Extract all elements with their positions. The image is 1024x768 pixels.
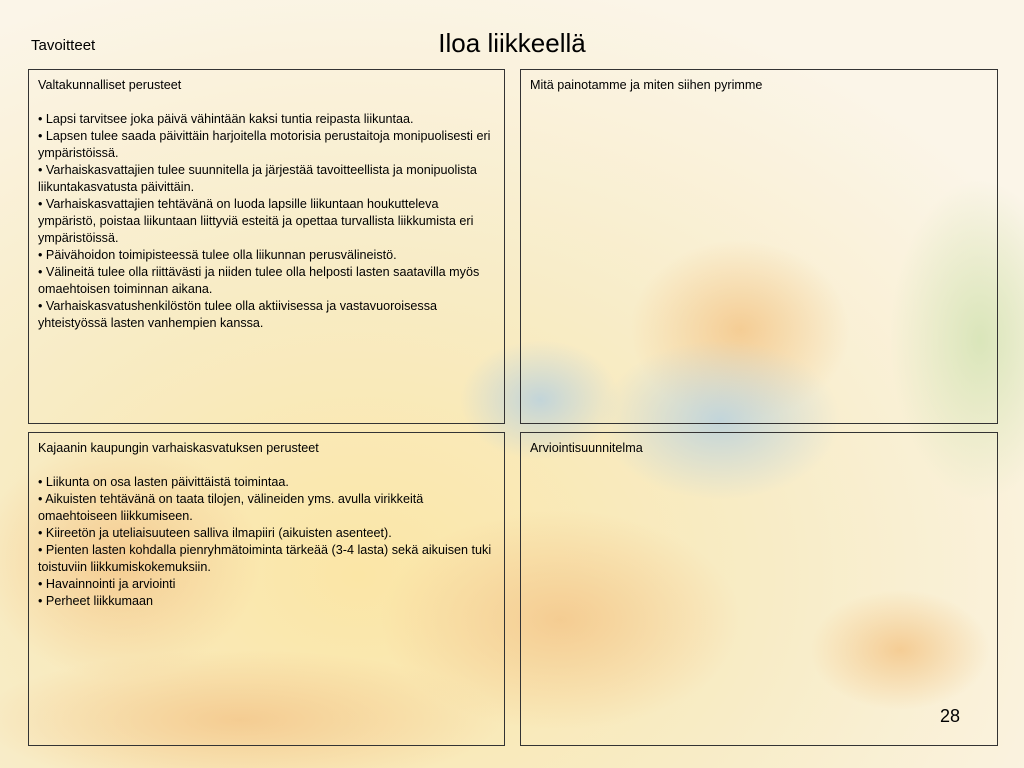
list-item — [38, 264, 495, 298]
list-item — [38, 542, 495, 576]
panel-title: Kajaanin kaupungin varhaiskasvatuksen perusteet — [38, 441, 319, 455]
list-item-text: Perheet liikkumaan — [45, 594, 154, 608]
bullet-icon: • — [38, 492, 43, 506]
list-item — [38, 474, 495, 491]
bullet-icon: • — [38, 299, 43, 313]
panel-emphasis — [520, 69, 998, 424]
list-item-text: Välineitä tulee olla riittävästi ja niiden tulee olla helposti lasten saatavilla myös omaehtoisen toiminnan aikana. — [38, 265, 480, 296]
list-item — [38, 247, 495, 264]
list-item-text: Varhaiskasvatushenkilöstön tulee olla aktiivisessa ja vastavuoroisessa yhteistyössä lasten vanhempien kanssa. — [38, 299, 437, 330]
list-item — [38, 298, 495, 332]
bullet-list — [38, 111, 495, 332]
page-number: 28 — [940, 706, 961, 726]
list-item-text: Varhaiskasvattajien tulee suunnitella ja järjestää tavoitteellista ja monipuolista liikuntakasvatusta päivittäin. — [38, 163, 477, 194]
bullet-icon: • — [38, 526, 43, 540]
panel-title: Arviointisuunnitelma — [530, 441, 643, 455]
list-item-text: Aikuisten tehtävänä on taata tilojen, välineiden yms. avulla virikkeitä omaehtoiseen liikkumiseen. — [38, 492, 424, 523]
list-item — [38, 491, 495, 525]
list-item — [38, 128, 495, 162]
bullet-icon: • — [38, 112, 43, 126]
bullet-icon: • — [38, 248, 43, 262]
panel-kajaani-guidelines — [28, 432, 505, 746]
bullet-icon: • — [38, 594, 43, 608]
list-item — [38, 111, 495, 128]
list-item-text: Havainnointi ja arviointi — [45, 577, 176, 591]
bullet-icon: • — [38, 577, 43, 591]
bullet-icon: • — [38, 129, 43, 143]
list-item-text: Lapsen tulee saada päivittäin harjoitella motorisia perustaitoja monipuolisesti eri ympäristöissä. — [38, 129, 491, 160]
bullet-icon: • — [38, 543, 43, 557]
panel-title: Valtakunnalliset perusteet — [38, 78, 182, 92]
list-item — [38, 525, 495, 542]
panel-evaluation-plan — [520, 432, 998, 746]
bullet-icon: • — [38, 265, 43, 279]
list-item-text: Päivähoidon toimipisteessä tulee olla liikunnan perusvälineistö. — [45, 248, 397, 262]
list-item — [38, 576, 495, 593]
page-title: Iloa liikkeellä — [438, 28, 586, 58]
bullet-icon: • — [38, 163, 43, 177]
list-item — [38, 162, 495, 196]
list-item-text: Lapsi tarvitsee joka päivä vähintään kaksi tuntia reipasta liikuntaa. — [45, 112, 414, 126]
list-item-text: Varhaiskasvattajien tehtävänä on luoda lapsille liikuntaan houkutteleva ympäristö, poistaa liikuntaan liittyviä esteitä ja opettaa turvallista liikkumista eri ympäristöissä. — [38, 197, 474, 245]
panel-title: Mitä painotamme ja miten siihen pyrimme — [530, 78, 763, 92]
bullet-icon: • — [38, 475, 43, 489]
list-item — [38, 196, 495, 247]
list-item-text: Pienten lasten kohdalla pienryhmätoiminta tärkeää (3-4 lasta) sekä aikuisen tuki toistuviin liikkumiskokemuksiin. — [38, 543, 492, 574]
bullet-list — [38, 474, 495, 610]
bullet-icon: • — [38, 197, 43, 211]
section-label: Tavoitteet — [31, 37, 96, 54]
list-item-text: Kiireetön ja uteliaisuuteen salliva ilmapiiri (aikuisten asenteet). — [45, 526, 392, 540]
panel-national-guidelines — [28, 69, 505, 424]
list-item — [38, 593, 495, 610]
list-item-text: Liikunta on osa lasten päivittäistä toimintaa. — [45, 475, 289, 489]
